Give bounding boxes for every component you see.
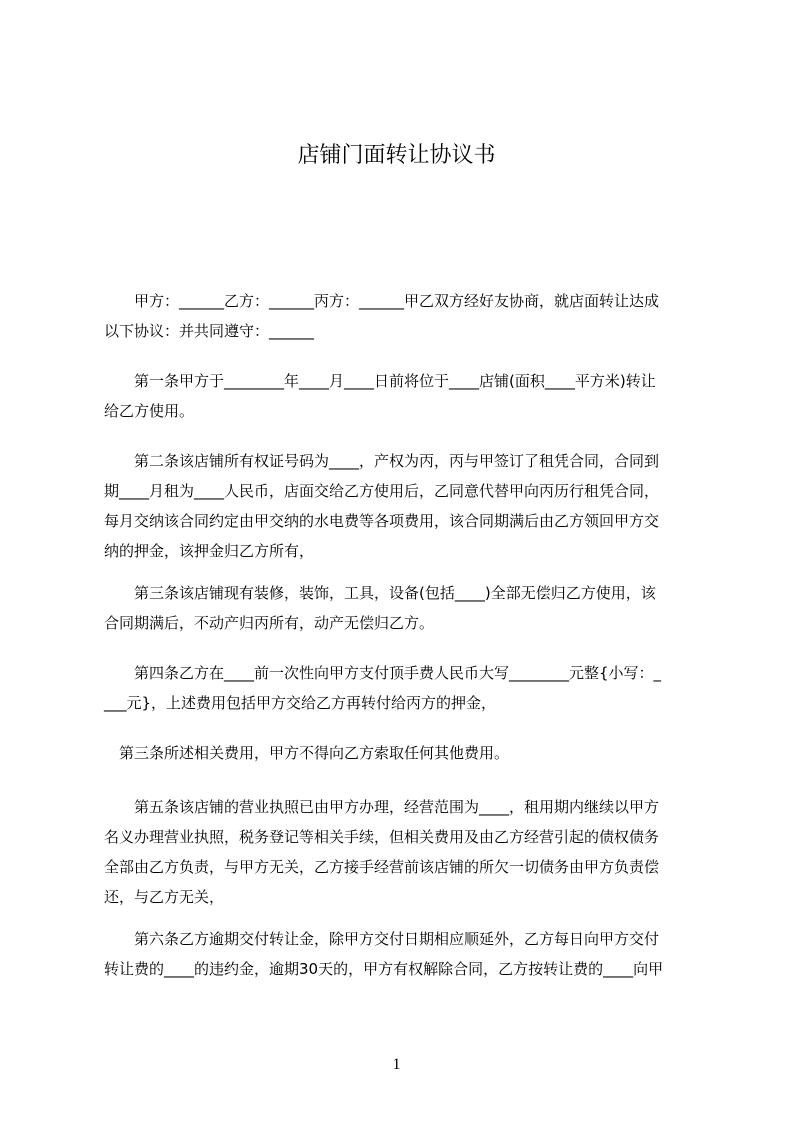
paragraph-article-1 [104,366,704,426]
paragraph-article-6 [104,924,704,984]
document-title: 店铺门面转让协议书 [297,143,496,168]
text-line: 每月交纳该合同约定由甲交纳的水电费等各项费用，该合同期满后由乙方领回甲方交 [104,512,660,530]
text-line: 第五条该店铺的营业执照已由甲方办理，经营范围为____，租用期内继续以甲方 [104,798,660,816]
page-number: 1 [392,1056,401,1073]
paragraph-article-3-note [104,738,704,768]
text-line: 还，与乙方无关， [104,888,225,906]
text-line: 第三条所述相关费用，甲方不得向乙方索取任何其他费用。 [104,744,510,762]
text-line: 给乙方使用。 [104,402,195,420]
paragraph-article-4 [104,658,704,718]
text-line: ___元}，上述费用包括甲方交给乙方再转付给丙方的押金， [104,694,497,712]
paragraph-article-3 [104,578,704,638]
text-line: 第二条该店铺所有权证号码为____，产权为丙，丙与甲签订了租凭合同，合同到 [104,452,660,470]
text-line: 第六条乙方逾期交付转让金，除甲方交付日期相应顺延外，乙方每日向甲方交付 [104,930,660,948]
text-line: 第一条甲方于________年____月____日前将位于____店铺(面积____平方米)转让 [104,372,656,390]
paragraph-preamble [104,286,704,346]
text-line: 第三条该店铺现有装修，装饰，工具，设备(包括____)全部无偿归乙方使用，该 [104,584,656,602]
text-line: 名义办理营业执照，税务登记等相关手续，但相关费用及由乙方经营引起的债权债务 [104,828,660,846]
text-line: 合同期满后，不动产归丙所有，动产无偿归乙方。 [104,614,435,632]
text-line: 以下协议：并共同遵守：______ [104,322,315,340]
text-line: 期____月租为____人民币，店面交给乙方使用后，乙同意代替甲向丙历行租凭合同， [104,482,660,500]
text-line: 第四条乙方在____前一次性向甲方支付顶手费人民币大写________元整{小写：_ [104,664,662,682]
paragraph-article-2 [104,446,704,566]
text-line: 纳的押金，该押金归乙方所有， [104,542,315,560]
text-line: 甲方：______乙方：______丙方：______甲乙双方经好友协商，就店面转让达成 [104,292,660,310]
text-line: 转让费的____的违约金，逾期30天的，甲方有权解除合同，乙方按转让费的____向甲 [104,960,664,978]
paragraph-article-5 [104,792,704,912]
text-line: 全部由乙方负责，与甲方无关，乙方接手经营前该店铺的所欠一切债务由甲方负责偿 [104,858,660,876]
